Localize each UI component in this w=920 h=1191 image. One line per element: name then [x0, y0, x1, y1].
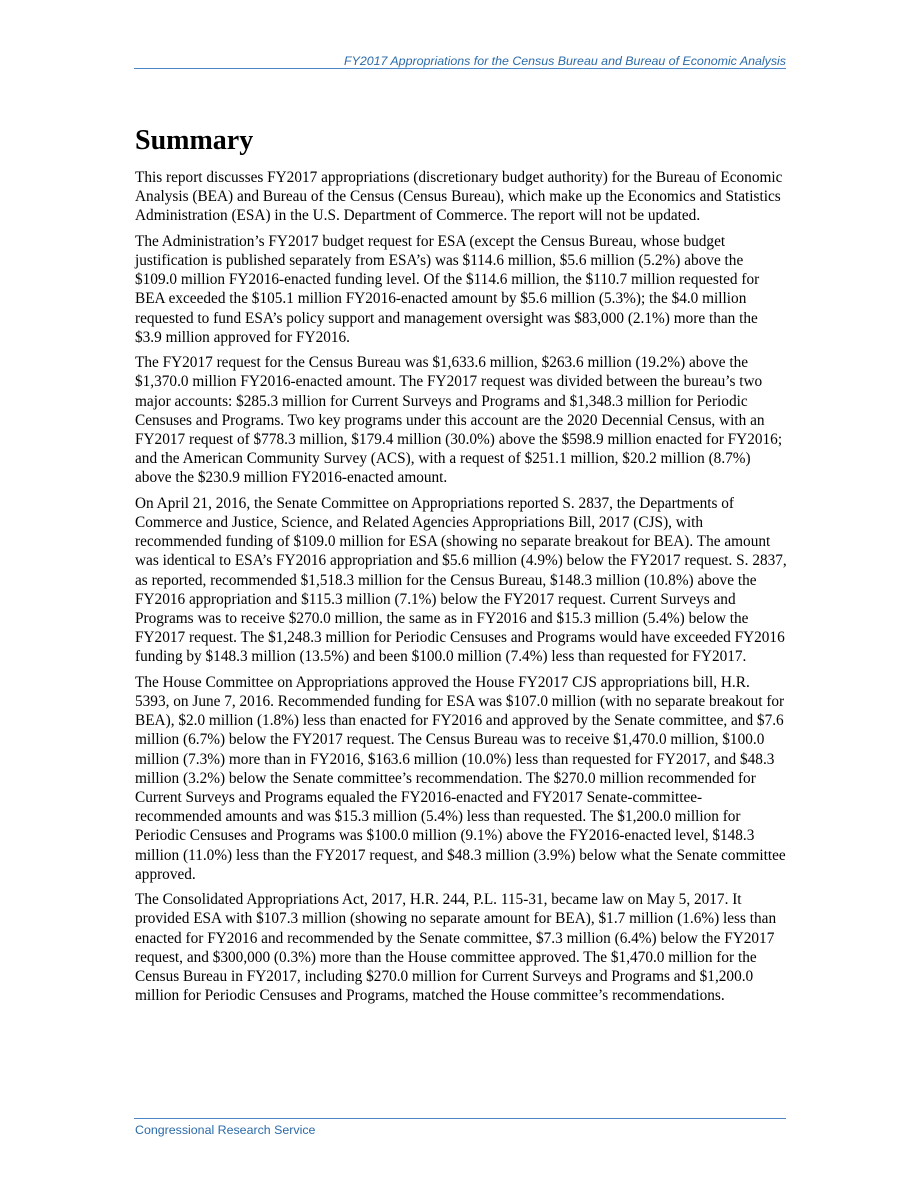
summary-paragraph-5: The House Committee on Appropriations approved the House FY2017 CJS appropriations bill, H.R. 5393, on June 7, 2016. Recommended funding for ESA was $107.0 million (with no separate breakout for BEA), $2.0 million (1.8%) less than enacted for FY2016 and approved by the Senate committee, and $7.6 million (6.7%) below the FY2017 request. The Census Bureau was to receive $1,470.0 million, $100.0 million (7.3%) more than in FY2016, $163.6 million (10.0%) less than requested for FY2017, and $48.3 million (3.2%) below the Senate committee’s recommendation. The $270.0 million recommended for Current Surveys and Programs equaled the FY2016-enacted and FY2017 Senate-committee-recommended amounts and was $15.3 million (5.4%) less than requested. The $1,200.0 million for Periodic Censuses and Programs was $100.0 million (9.1%) above the FY2016-enacted level, $148.3 million (11.0%) less than the FY2017 request, and $48.3 million (3.9%) below what the Senate committee approved. [135, 673, 786, 883]
summary-paragraph-6: The Consolidated Appropriations Act, 2017, H.R. 244, P.L. 115-31, became law on May 5, 2017. It provided ESA with $107.3 million (showing no separate amount for BEA), $1.7 million (1.6%) less than enacted for FY2016 and recommended by the Senate committee, $7.3 million (6.4%) below the FY2017 request, and $300,000 (0.3%) more than the House committee approved. The $1,470.0 million for the Census Bureau in FY2017, including $270.0 million for Current Surveys and Programs and $1,200.0 million for Periodic Censuses and Programs, matched the House committee’s recommendations. [135, 891, 777, 1005]
footer-publisher: Congressional Research Service [135, 1123, 316, 1137]
header-divider [134, 68, 786, 69]
summary-paragraph-3: The FY2017 request for the Census Bureau was $1,633.6 million, $263.6 million (19.2%) above the $1,370.0 million FY2016-enacted amount. The FY2017 request was divided between the bureau’s two major accounts: $285.3 million for Current Surveys and Programs and $1,348.3 million for Periodic Censuses and Programs. Two key programs under this account are the 2020 Decennial Census, with an FY2017 request of $778.3 million, $179.4 million (30.0%) above the $598.9 million enacted for FY2016; and the American Community Survey (ACS), with a request of $251.1 million, $20.2 million (8.7%) above the $230.9 million FY2016-enacted amount. [135, 354, 783, 487]
summary-body [135, 168, 787, 1012]
summary-paragraph-2: The Administration’s FY2017 budget request for ESA (except the Census Bureau, whose budget justification is published separately from ESA’s) was $114.6 million, $5.6 million (5.2%) above the $109.0 million FY2016-enacted funding level. Of the $114.6 million, the $110.7 million requested for BEA exceeded the $105.1 million FY2016-enacted amount by $5.6 million (5.3%); the $4.0 million requested to fund ESA’s policy support and management oversight was $83,000 (2.1%) more than the $3.9 million approved for FY2016. [135, 232, 760, 346]
page-title: Summary [135, 125, 254, 156]
summary-paragraph-4: On April 21, 2016, the Senate Committee on Appropriations reported S. 2837, the Departments of Commerce and Justice, Science, and Related Agencies Appropriations Bill, 2017 (CJS), with recommended funding of $109.0 million for ESA (showing no separate breakout for BEA). The amount was identical to ESA’s FY2016 appropriation and $5.6 million (4.9%) below the FY2017 request. S. 2837, as reported, recommended $1,518.3 million for the Census Bureau, $148.3 million (10.8%) above the FY2016 appropriation and $115.3 million (7.1%) below the FY2017 request. Current Surveys and Programs was to receive $270.0 million, the same as in FY2016 and $15.3 million (5.4%) below the FY2017 request. The $1,248.3 million for Periodic Censuses and Programs would have exceeded FY2016 funding by $148.3 million (13.5%) and been $100.0 million (7.4%) less than requested for FY2017. [135, 494, 787, 666]
summary-paragraph-1: This report discusses FY2017 appropriations (discretionary budget authority) for the Bureau of Economic Analysis (BEA) and Bureau of the Census (Census Bureau), which make up the Economics and Statistics Administration (ESA) in the U.S. Department of Commerce. The report will not be updated. [135, 169, 783, 225]
footer-divider [134, 1118, 786, 1119]
running-title: FY2017 Appropriations for the Census Bureau and Bureau of Economic Analysis [344, 54, 786, 68]
